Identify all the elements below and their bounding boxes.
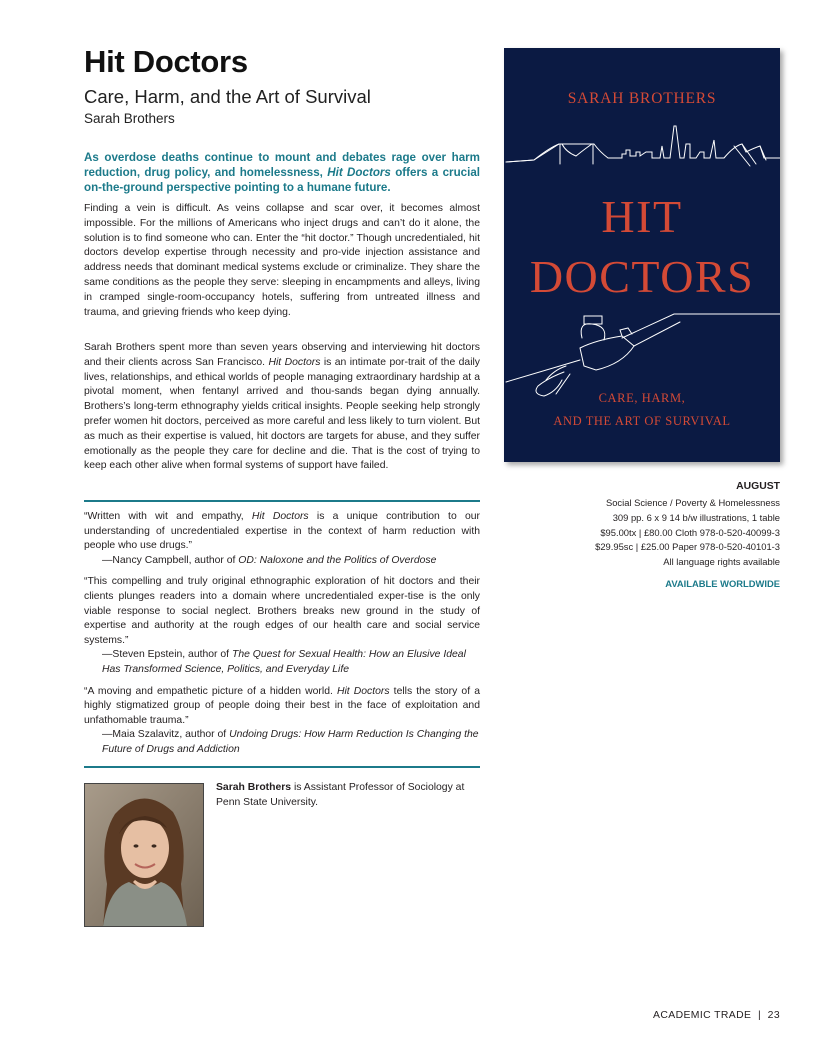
book-cover	[504, 48, 780, 462]
divider-top	[84, 500, 480, 502]
attrib-2-prefix: —Steven Epstein, author of	[102, 649, 232, 661]
quote-1-after: is a unique contribution to our understanding of uncredentialed expertise in the context of harm reduction with people who use drugs.”	[84, 511, 480, 552]
pub-category: Social Science / Poverty & Homelessness	[605, 497, 780, 508]
cover-author: SARAH BROTHERS	[567, 90, 717, 107]
paragraph-2-before: Sarah Brothers spent more than seven years observing and interviewing hit doctors and their clients across San Francisco.	[84, 342, 480, 368]
quote-1-italic: Hit Doctors	[251, 511, 309, 522]
attrib-1-work: OD: Naloxone and the Politics of Overdose	[238, 554, 437, 566]
description-paragraph-1	[84, 202, 480, 320]
pub-specs: 309 pp. 6 x 9 14 b/w illustrations, 1 table	[612, 512, 780, 523]
pub-availability: AVAILABLE WORLDWIDE	[665, 578, 780, 589]
endorsement-quote-3	[84, 685, 480, 729]
footer-label: ACADEMIC TRADE	[653, 1010, 752, 1021]
quote-2-before: “This compelling and truly original ethnographic exploration of hit doctors and their clients plunges readers into a domain where uncredentialed exper-tise is the only viable response to social neglect. Brothers breaks new ground in the study of expertise and authority at the rough edges of our health care and social service systems.”	[84, 576, 480, 646]
cover-subtitle-line-2: AND THE ART OF SURVIVAL	[553, 414, 731, 428]
endorsements	[84, 510, 480, 765]
page-footer	[653, 1010, 780, 1021]
pub-paper-price: $29.95sc | £25.00 Paper 978-0-520-40101-3	[595, 541, 780, 552]
author-photo	[84, 783, 204, 927]
paragraph-2-title-italic: Hit Doctors	[268, 356, 321, 368]
lede-text-before: As overdose deaths continue to mount and debates rage over harm reduction, drug policy, and homelessness,	[84, 151, 480, 180]
endorsement-quote-2	[84, 575, 480, 648]
endorsement-attribution-1	[84, 554, 480, 569]
quote-3-italic: Hit Doctors	[336, 685, 390, 697]
quote-1-before: “Written with wit and empathy,	[84, 511, 252, 522]
attrib-3-prefix: —Maia Szalavitz, author of	[102, 729, 230, 741]
footer-separator: |	[757, 1010, 762, 1021]
cover-title-line-1: HIT	[601, 191, 683, 242]
page-number: 23	[767, 1010, 780, 1021]
attrib-2-work: The Quest for Sexual Health: How an Elusive Ideal Has Transformed Science, Politics, and Everyday Life	[102, 649, 466, 675]
cover-title-line-2: DOCTORS	[529, 251, 755, 302]
lede-title-italic: Hit Doctors	[327, 166, 391, 180]
bio-text: is Assistant Professor of Sociology at Penn State University.	[216, 782, 465, 808]
lede-text-after: offers a crucial on-the-ground perspective pointing to a humane future.	[84, 166, 480, 195]
pub-rights: All language rights available	[663, 556, 780, 567]
author-portrait-image	[85, 784, 203, 926]
divider-bottom	[84, 766, 480, 768]
paragraph-2-after: is an intimate por-trait of the daily lives, relationships, and ethical worlds of people managing extraordinary hardship at a pivotal moment, when fentanyl arrived and thou-sands began dying annually. Brothers’s long-term ethnography yields critical insights. People seeking help strongly prefer women hit doctors, perceived as more careful and less likely to turn violent. But as much as their expertise is valued, hit doctors are targets for abuse, and they suffer emotionally as the people they care for decline and die. That is the cost of trying to keep each other alive when formal systems of support have failed.	[84, 356, 481, 472]
endorsement-attribution-2	[84, 648, 480, 677]
paragraph-2-text	[84, 341, 480, 474]
author-bio	[216, 781, 480, 810]
endorsement-quote-1	[84, 510, 480, 554]
book-subtitle: Care, Harm, and the Art of Survival	[84, 86, 371, 107]
lede-paragraph	[84, 150, 480, 196]
book-author: Sarah Brothers	[84, 111, 175, 126]
description-paragraph-2	[84, 341, 480, 474]
paragraph-1-text: Finding a vein is difficult. As veins collapse and scar over, it becomes almost impossible. For the millions of Americans who inject drugs and can’t do it alone, the solution is to find someone who can. Enter the “hit doctor.” Though uncredentialed, hit doctors develop expertise through necessity and pro-vide injection assistance and address needs that dominant medical systems exclude or criminalize. They share the same conditions as the people they serve: sleeping in encampments and alleys, living in cramped single-room-occupancy hotels, suffering from untreated illness and trauma, and grieving friends who keep dying.	[84, 203, 480, 318]
cover-subtitle-line-1: CARE, HARM,	[598, 391, 686, 405]
pub-month: AUGUST	[736, 481, 780, 492]
bio-name: Sarah Brothers	[216, 782, 292, 793]
attrib-3-work: Undoing Drugs: How Harm Reduction Is Changing the Future of Drugs and Addiction	[102, 729, 479, 755]
quote-3-after: tells the story of a highly stigmatized group of people doing their best in the face of exploitation and unfathomable trauma.”	[84, 685, 480, 726]
pub-cloth-price: $95.00tx | £80.00 Cloth 978-0-520-40099-3	[600, 527, 780, 538]
attrib-1-prefix: —Nancy Campbell, author of	[102, 554, 239, 566]
book-title: Hit Doctors	[84, 44, 248, 79]
endorsement-attribution-3	[84, 728, 480, 757]
quote-3-before: “A moving and empathetic picture of a hidden world.	[84, 685, 337, 697]
